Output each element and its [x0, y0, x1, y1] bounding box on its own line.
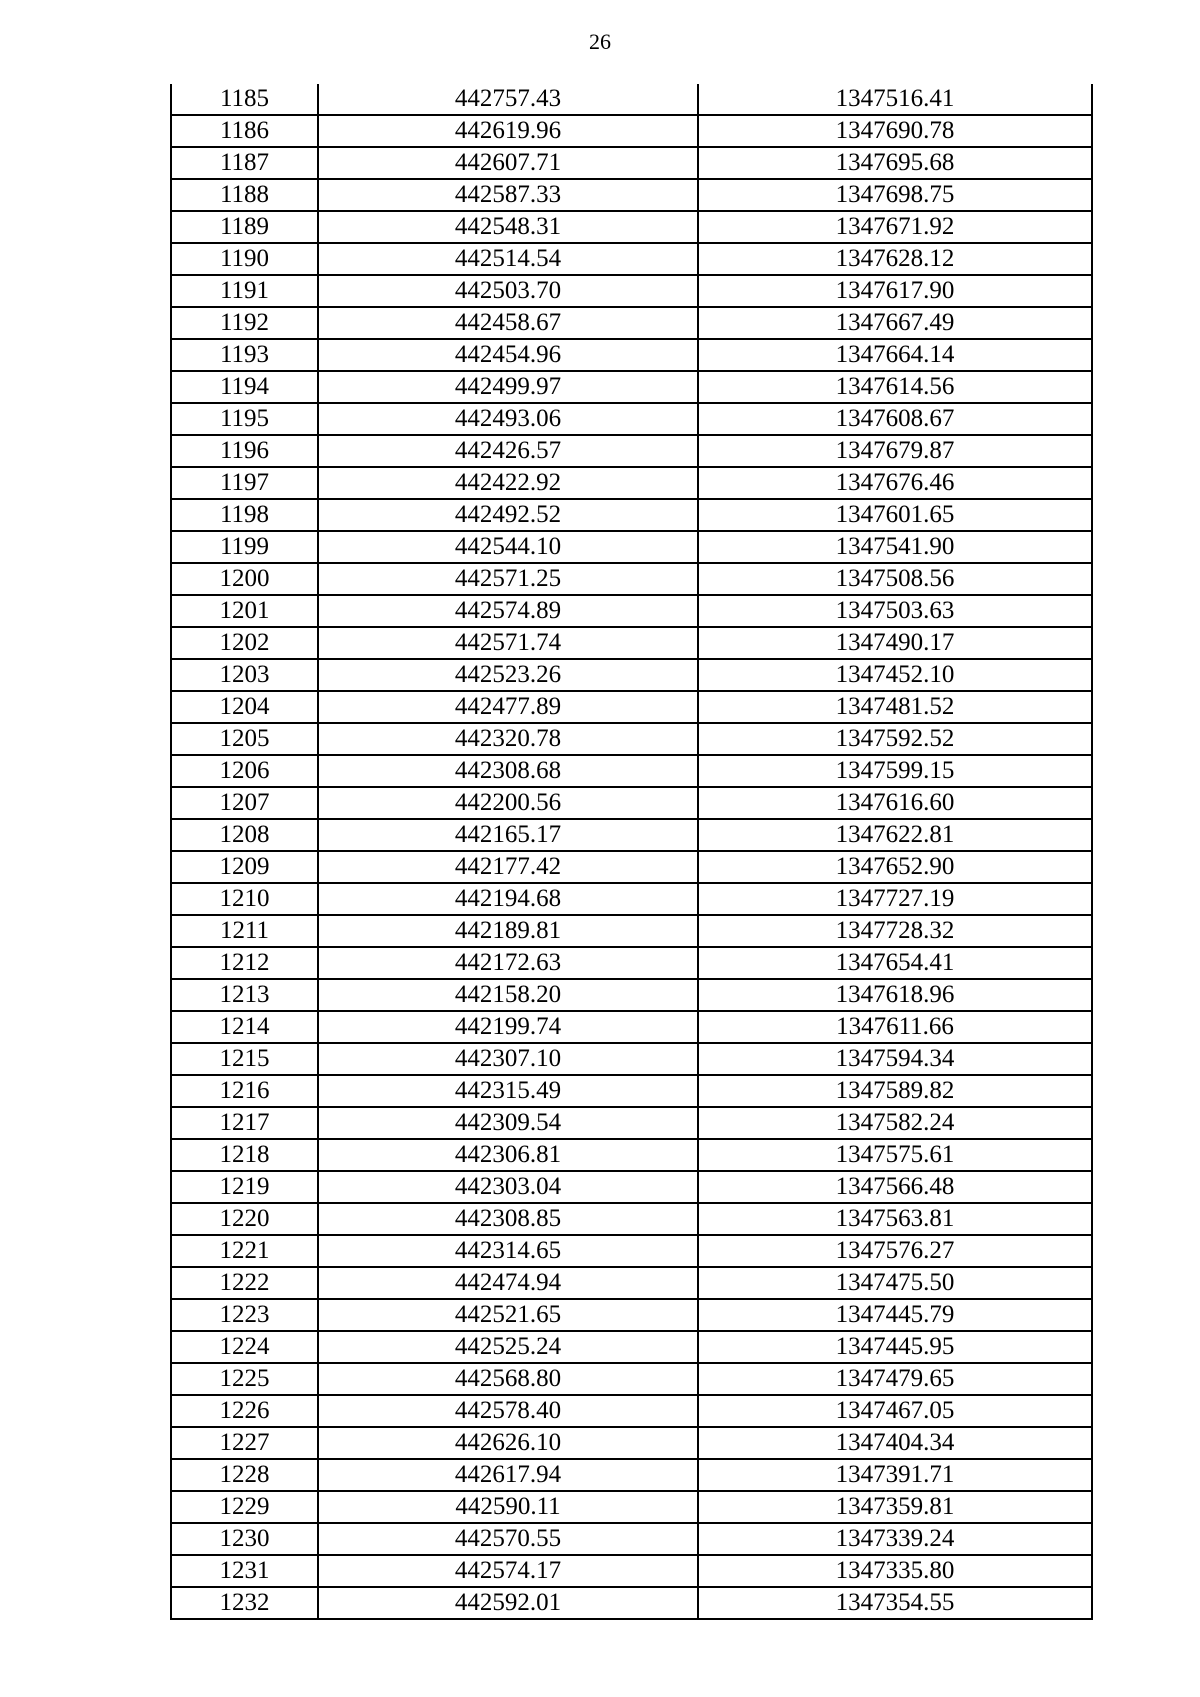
x-coordinate-cell: 442454.96: [318, 339, 698, 371]
y-coordinate-cell: 1347452.10: [698, 659, 1092, 691]
y-coordinate-cell: 1347617.90: [698, 275, 1092, 307]
y-coordinate-cell: 1347618.96: [698, 979, 1092, 1011]
table-row: [171, 819, 1092, 851]
point-number-cell: 1229: [171, 1491, 318, 1523]
y-coordinate-cell: 1347391.71: [698, 1459, 1092, 1491]
point-number-cell: 1198: [171, 499, 318, 531]
point-number-cell: 1203: [171, 659, 318, 691]
x-coordinate-cell: 442548.31: [318, 211, 698, 243]
table-row: [171, 915, 1092, 947]
x-coordinate-cell: 442514.54: [318, 243, 698, 275]
point-number-cell: 1214: [171, 1011, 318, 1043]
coordinates-table: [170, 84, 1093, 1620]
y-coordinate-cell: 1347475.50: [698, 1267, 1092, 1299]
table-row: [171, 851, 1092, 883]
table-row: [171, 627, 1092, 659]
x-coordinate-cell: 442308.85: [318, 1203, 698, 1235]
y-coordinate-cell: 1347664.14: [698, 339, 1092, 371]
y-coordinate-cell: 1347652.90: [698, 851, 1092, 883]
x-coordinate-cell: 442165.17: [318, 819, 698, 851]
point-number-cell: 1219: [171, 1171, 318, 1203]
y-coordinate-cell: 1347622.81: [698, 819, 1092, 851]
table-row: [171, 1459, 1092, 1491]
y-coordinate-cell: 1347576.27: [698, 1235, 1092, 1267]
y-coordinate-cell: 1347508.56: [698, 563, 1092, 595]
point-number-cell: 1194: [171, 371, 318, 403]
point-number-cell: 1199: [171, 531, 318, 563]
x-coordinate-cell: 442306.81: [318, 1139, 698, 1171]
x-coordinate-cell: 442303.04: [318, 1171, 698, 1203]
point-number-cell: 1210: [171, 883, 318, 915]
y-coordinate-cell: 1347671.92: [698, 211, 1092, 243]
y-coordinate-cell: 1347728.32: [698, 915, 1092, 947]
y-coordinate-cell: 1347445.95: [698, 1331, 1092, 1363]
table-row: [171, 1331, 1092, 1363]
y-coordinate-cell: 1347601.65: [698, 499, 1092, 531]
y-coordinate-cell: 1347479.65: [698, 1363, 1092, 1395]
point-number-cell: 1211: [171, 915, 318, 947]
point-number-cell: 1186: [171, 115, 318, 147]
table-row: [171, 531, 1092, 563]
x-coordinate-cell: 442544.10: [318, 531, 698, 563]
x-coordinate-cell: 442172.63: [318, 947, 698, 979]
x-coordinate-cell: 442619.96: [318, 115, 698, 147]
point-number-cell: 1223: [171, 1299, 318, 1331]
y-coordinate-cell: 1347354.55: [698, 1587, 1092, 1619]
y-coordinate-cell: 1347481.52: [698, 691, 1092, 723]
x-coordinate-cell: 442571.74: [318, 627, 698, 659]
table-row: [171, 435, 1092, 467]
table-row: [171, 1011, 1092, 1043]
x-coordinate-cell: 442568.80: [318, 1363, 698, 1395]
x-coordinate-cell: 442592.01: [318, 1587, 698, 1619]
y-coordinate-cell: 1347335.80: [698, 1555, 1092, 1587]
table-row: [171, 211, 1092, 243]
table-row: [171, 979, 1092, 1011]
x-coordinate-cell: 442458.67: [318, 307, 698, 339]
x-coordinate-cell: 442493.06: [318, 403, 698, 435]
table-row: [171, 1139, 1092, 1171]
x-coordinate-cell: 442426.57: [318, 435, 698, 467]
x-coordinate-cell: 442158.20: [318, 979, 698, 1011]
x-coordinate-cell: 442574.89: [318, 595, 698, 627]
x-coordinate-cell: 442309.54: [318, 1107, 698, 1139]
y-coordinate-cell: 1347467.05: [698, 1395, 1092, 1427]
x-coordinate-cell: 442422.92: [318, 467, 698, 499]
point-number-cell: 1230: [171, 1523, 318, 1555]
table-row: [171, 1107, 1092, 1139]
x-coordinate-cell: 442194.68: [318, 883, 698, 915]
point-number-cell: 1224: [171, 1331, 318, 1363]
point-number-cell: 1200: [171, 563, 318, 595]
y-coordinate-cell: 1347611.66: [698, 1011, 1092, 1043]
table-row: [171, 243, 1092, 275]
point-number-cell: 1216: [171, 1075, 318, 1107]
x-coordinate-cell: 442607.71: [318, 147, 698, 179]
table-row: [171, 84, 1092, 115]
y-coordinate-cell: 1347690.78: [698, 115, 1092, 147]
y-coordinate-cell: 1347589.82: [698, 1075, 1092, 1107]
y-coordinate-cell: 1347592.52: [698, 723, 1092, 755]
point-number-cell: 1215: [171, 1043, 318, 1075]
point-number-cell: 1205: [171, 723, 318, 755]
y-coordinate-cell: 1347667.49: [698, 307, 1092, 339]
table-row: [171, 275, 1092, 307]
y-coordinate-cell: 1347727.19: [698, 883, 1092, 915]
x-coordinate-cell: 442757.43: [318, 84, 698, 115]
x-coordinate-cell: 442574.17: [318, 1555, 698, 1587]
table-row: [171, 1555, 1092, 1587]
table-row: [171, 1587, 1092, 1619]
table-row: [171, 1491, 1092, 1523]
x-coordinate-cell: 442492.52: [318, 499, 698, 531]
x-coordinate-cell: 442307.10: [318, 1043, 698, 1075]
point-number-cell: 1188: [171, 179, 318, 211]
x-coordinate-cell: 442570.55: [318, 1523, 698, 1555]
x-coordinate-cell: 442200.56: [318, 787, 698, 819]
table-row: [171, 595, 1092, 627]
point-number-cell: 1220: [171, 1203, 318, 1235]
x-coordinate-cell: 442477.89: [318, 691, 698, 723]
y-coordinate-cell: 1347541.90: [698, 531, 1092, 563]
x-coordinate-cell: 442315.49: [318, 1075, 698, 1107]
table-row: [171, 1363, 1092, 1395]
point-number-cell: 1207: [171, 787, 318, 819]
x-coordinate-cell: 442499.97: [318, 371, 698, 403]
table-row: [171, 1523, 1092, 1555]
x-coordinate-cell: 442314.65: [318, 1235, 698, 1267]
point-number-cell: 1190: [171, 243, 318, 275]
table-row: [171, 307, 1092, 339]
table-row: [171, 1395, 1092, 1427]
table-row: [171, 467, 1092, 499]
x-coordinate-cell: 442177.42: [318, 851, 698, 883]
table-row: [171, 755, 1092, 787]
table-row: [171, 1171, 1092, 1203]
point-number-cell: 1227: [171, 1427, 318, 1459]
x-coordinate-cell: 442308.68: [318, 755, 698, 787]
x-coordinate-cell: 442189.81: [318, 915, 698, 947]
table-row: [171, 1267, 1092, 1299]
y-coordinate-cell: 1347676.46: [698, 467, 1092, 499]
y-coordinate-cell: 1347503.63: [698, 595, 1092, 627]
x-coordinate-cell: 442571.25: [318, 563, 698, 595]
x-coordinate-cell: 442199.74: [318, 1011, 698, 1043]
point-number-cell: 1191: [171, 275, 318, 307]
x-coordinate-cell: 442521.65: [318, 1299, 698, 1331]
y-coordinate-cell: 1347339.24: [698, 1523, 1092, 1555]
table-row: [171, 371, 1092, 403]
point-number-cell: 1196: [171, 435, 318, 467]
table-row: [171, 563, 1092, 595]
point-number-cell: 1231: [171, 1555, 318, 1587]
point-number-cell: 1228: [171, 1459, 318, 1491]
point-number-cell: 1187: [171, 147, 318, 179]
y-coordinate-cell: 1347614.56: [698, 371, 1092, 403]
table-row: [171, 147, 1092, 179]
y-coordinate-cell: 1347616.60: [698, 787, 1092, 819]
x-coordinate-cell: 442320.78: [318, 723, 698, 755]
y-coordinate-cell: 1347563.81: [698, 1203, 1092, 1235]
table-row: [171, 1299, 1092, 1331]
point-number-cell: 1185: [171, 84, 318, 115]
table-row: [171, 883, 1092, 915]
point-number-cell: 1197: [171, 467, 318, 499]
x-coordinate-cell: 442626.10: [318, 1427, 698, 1459]
point-number-cell: 1222: [171, 1267, 318, 1299]
table-row: [171, 1427, 1092, 1459]
point-number-cell: 1204: [171, 691, 318, 723]
point-number-cell: 1193: [171, 339, 318, 371]
y-coordinate-cell: 1347599.15: [698, 755, 1092, 787]
y-coordinate-cell: 1347582.24: [698, 1107, 1092, 1139]
coordinates-table-body: [171, 84, 1092, 1619]
y-coordinate-cell: 1347695.68: [698, 147, 1092, 179]
point-number-cell: 1189: [171, 211, 318, 243]
table-row: [171, 115, 1092, 147]
x-coordinate-cell: 442474.94: [318, 1267, 698, 1299]
point-number-cell: 1212: [171, 947, 318, 979]
x-coordinate-cell: 442523.26: [318, 659, 698, 691]
y-coordinate-cell: 1347679.87: [698, 435, 1092, 467]
y-coordinate-cell: 1347575.61: [698, 1139, 1092, 1171]
x-coordinate-cell: 442525.24: [318, 1331, 698, 1363]
point-number-cell: 1195: [171, 403, 318, 435]
y-coordinate-cell: 1347654.41: [698, 947, 1092, 979]
point-number-cell: 1225: [171, 1363, 318, 1395]
x-coordinate-cell: 442578.40: [318, 1395, 698, 1427]
point-number-cell: 1217: [171, 1107, 318, 1139]
table-row: [171, 1043, 1092, 1075]
point-number-cell: 1201: [171, 595, 318, 627]
table-row: [171, 659, 1092, 691]
y-coordinate-cell: 1347404.34: [698, 1427, 1092, 1459]
table-row: [171, 1203, 1092, 1235]
y-coordinate-cell: 1347608.67: [698, 403, 1092, 435]
point-number-cell: 1218: [171, 1139, 318, 1171]
x-coordinate-cell: 442587.33: [318, 179, 698, 211]
point-number-cell: 1202: [171, 627, 318, 659]
table-row: [171, 499, 1092, 531]
y-coordinate-cell: 1347359.81: [698, 1491, 1092, 1523]
table-row: [171, 947, 1092, 979]
point-number-cell: 1208: [171, 819, 318, 851]
table-row: [171, 691, 1092, 723]
point-number-cell: 1226: [171, 1395, 318, 1427]
y-coordinate-cell: 1347445.79: [698, 1299, 1092, 1331]
y-coordinate-cell: 1347628.12: [698, 243, 1092, 275]
y-coordinate-cell: 1347698.75: [698, 179, 1092, 211]
table-row: [171, 1075, 1092, 1107]
table-row: [171, 723, 1092, 755]
y-coordinate-cell: 1347490.17: [698, 627, 1092, 659]
x-coordinate-cell: 442617.94: [318, 1459, 698, 1491]
point-number-cell: 1232: [171, 1587, 318, 1619]
point-number-cell: 1213: [171, 979, 318, 1011]
page-number: 26: [589, 29, 611, 54]
x-coordinate-cell: 442503.70: [318, 275, 698, 307]
point-number-cell: 1209: [171, 851, 318, 883]
point-number-cell: 1221: [171, 1235, 318, 1267]
table-row: [171, 339, 1092, 371]
y-coordinate-cell: 1347566.48: [698, 1171, 1092, 1203]
point-number-cell: 1206: [171, 755, 318, 787]
point-number-cell: 1192: [171, 307, 318, 339]
table-row: [171, 179, 1092, 211]
table-row: [171, 1235, 1092, 1267]
table-row: [171, 403, 1092, 435]
x-coordinate-cell: 442590.11: [318, 1491, 698, 1523]
y-coordinate-cell: 1347594.34: [698, 1043, 1092, 1075]
y-coordinate-cell: 1347516.41: [698, 84, 1092, 115]
table-row: [171, 787, 1092, 819]
